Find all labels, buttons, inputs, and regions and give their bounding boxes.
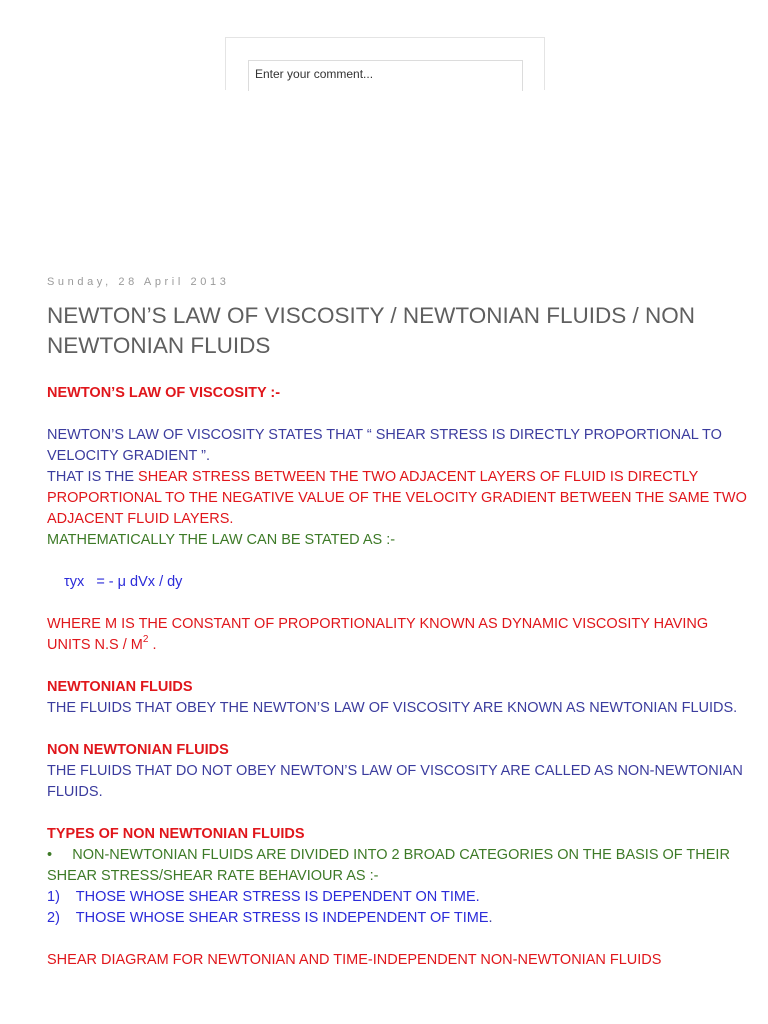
non-newtonian-text: THE FLUIDS THAT DO NOT OBEY NEWTON’S LAW OF VISCOSITY ARE CALLED AS NON-NEWTONIAN FLUIDS.: [47, 763, 743, 800]
law-explanation: [47, 467, 747, 530]
law-explanation-text: SHEAR STRESS BETWEEN THE TWO ADJACENT LAYERS OF FLUID IS DIRECTLY PROPORTIONAL TO THE NEGATIVE VALUE OF THE VELOCITY GRADIENT BETWEEN THE SAME TWO ADJACENT FLUID LAYERS.: [47, 469, 747, 527]
types-item-1: 1) THOSE WHOSE SHEAR STRESS IS DEPENDENT ON TIME.: [47, 889, 480, 905]
viscosity-formula: τyx = - μ dVx / dy: [64, 574, 183, 590]
where-exponent: 2: [142, 634, 149, 645]
comment-input[interactable]: [248, 60, 523, 91]
math-intro: MATHEMATICALLY THE LAW CAN BE STATED AS :-: [47, 532, 396, 548]
types-heading: TYPES OF NON NEWTONIAN FLUIDS: [47, 826, 305, 842]
post-title: NEWTON’S LAW OF VISCOSITY / NEWTONIAN FLUIDS / NON NEWTONIAN FLUIDS: [47, 303, 695, 358]
where-main: WHERE Μ IS THE CONSTANT OF PROPORTIONALITY KNOWN AS DYNAMIC VISCOSITY HAVING UNITS N.S / M: [47, 616, 709, 653]
comment-placeholder: Enter your comment...: [255, 67, 374, 81]
law-statement: NEWTON’S LAW OF VISCOSITY STATES THAT “ SHEAR STRESS IS DIRECTLY PROPORTIONAL TO VELOCITY GRADIENT ”.: [47, 427, 722, 464]
law-heading: NEWTON’S LAW OF VISCOSITY :-: [47, 385, 281, 401]
newtonian-heading: NEWTONIAN FLUIDS: [47, 679, 193, 695]
newtonian-text: THE FLUIDS THAT OBEY THE NEWTON’S LAW OF VISCOSITY ARE KNOWN AS NEWTONIAN FLUIDS.: [47, 700, 738, 716]
comment-form: [225, 37, 545, 90]
types-item-2-text: 2) THOSE WHOSE SHEAR STRESS IS INDEPENDENT OF TIME: [47, 910, 489, 926]
where-text: [47, 614, 747, 656]
types-intro: • NON-NEWTONIAN FLUIDS ARE DIVIDED INTO 2 BROAD CATEGORIES ON THE BASIS OF THEIR SHEAR STRESS/SHEAR RATE BEHAVIOUR AS :-: [47, 847, 734, 884]
post-body: [47, 383, 747, 971]
non-newtonian-heading: NON NEWTONIAN FLUIDS: [47, 742, 229, 758]
law-explanation-prefix: THAT IS THE: [47, 469, 139, 485]
where-end: .: [148, 637, 157, 653]
diagram-heading: SHEAR DIAGRAM FOR NEWTONIAN AND TIME-INDEPENDENT NON-NEWTONIAN FLUIDS: [47, 952, 662, 968]
post-date: Sunday, 28 April 2013: [47, 276, 230, 288]
types-item-2: [47, 908, 747, 929]
types-item-2-end: .: [488, 910, 493, 926]
